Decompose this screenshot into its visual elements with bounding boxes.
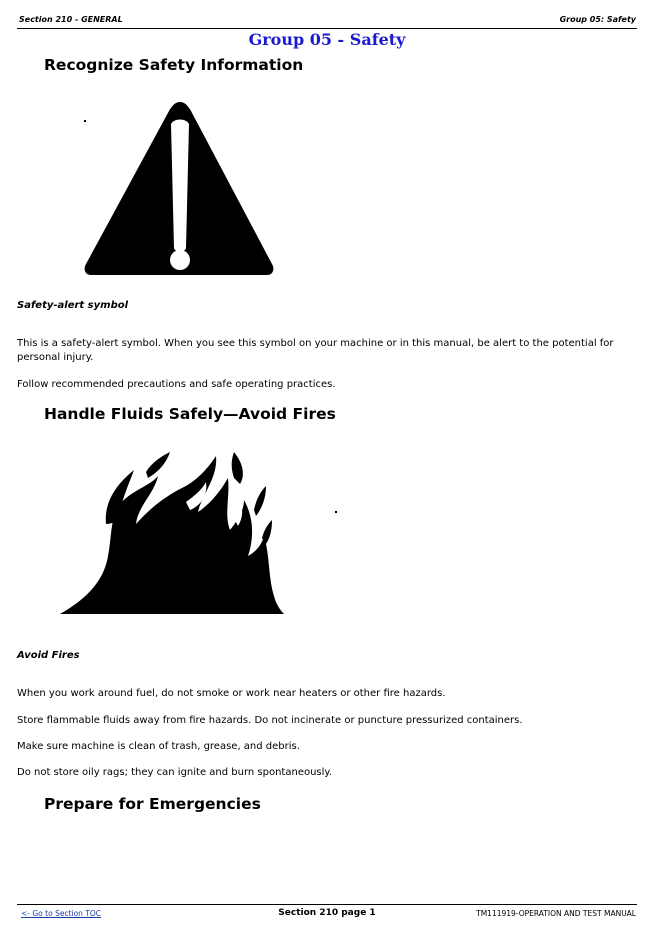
- header-divider: [17, 28, 637, 29]
- flames-icon: [58, 448, 286, 618]
- speck: [335, 511, 337, 513]
- figure-caption-avoid-fires: Avoid Fires: [17, 650, 80, 661]
- footer-divider: [17, 904, 637, 905]
- paragraph: When you work around fuel, do not smoke or work near heaters or other fire hazards.: [17, 688, 446, 699]
- safety-alert-triangle-icon: [82, 98, 274, 278]
- footer-manual-id: TM111919-OPERATION AND TEST MANUAL: [476, 909, 636, 918]
- paragraph: Follow recommended precautions and safe operating practices.: [17, 379, 336, 390]
- page-title: Group 05 - Safety: [248, 30, 406, 49]
- paragraph: This is a safety-alert symbol. When you see this symbol on your machine or in this manual, be alert to the potential for personal injury.: [17, 338, 614, 363]
- section-heading-avoid-fires: Handle Fluids Safely—Avoid Fires: [44, 405, 336, 423]
- section-heading-recognize-safety: Recognize Safety Information: [44, 56, 304, 74]
- paragraph: Do not store oily rags; they can ignite and burn spontaneously.: [17, 767, 333, 778]
- section-heading-prepare-emergencies: Prepare for Emergencies: [44, 795, 261, 813]
- footer-page-number: Section 210 page 1: [278, 908, 376, 918]
- paragraph: Make sure machine is clean of trash, grease, and debris.: [17, 741, 300, 752]
- figure-caption-safety-alert: Safety-alert symbol: [17, 300, 129, 311]
- header-section: Section 210 - GENERAL: [19, 15, 123, 24]
- paragraph: Store flammable fluids away from fire hazards. Do not incinerate or puncture pressurized containers.: [17, 715, 523, 726]
- go-to-section-toc-link[interactable]: <- Go to Section TOC: [21, 909, 102, 918]
- header-group: Group 05: Safety: [559, 15, 636, 24]
